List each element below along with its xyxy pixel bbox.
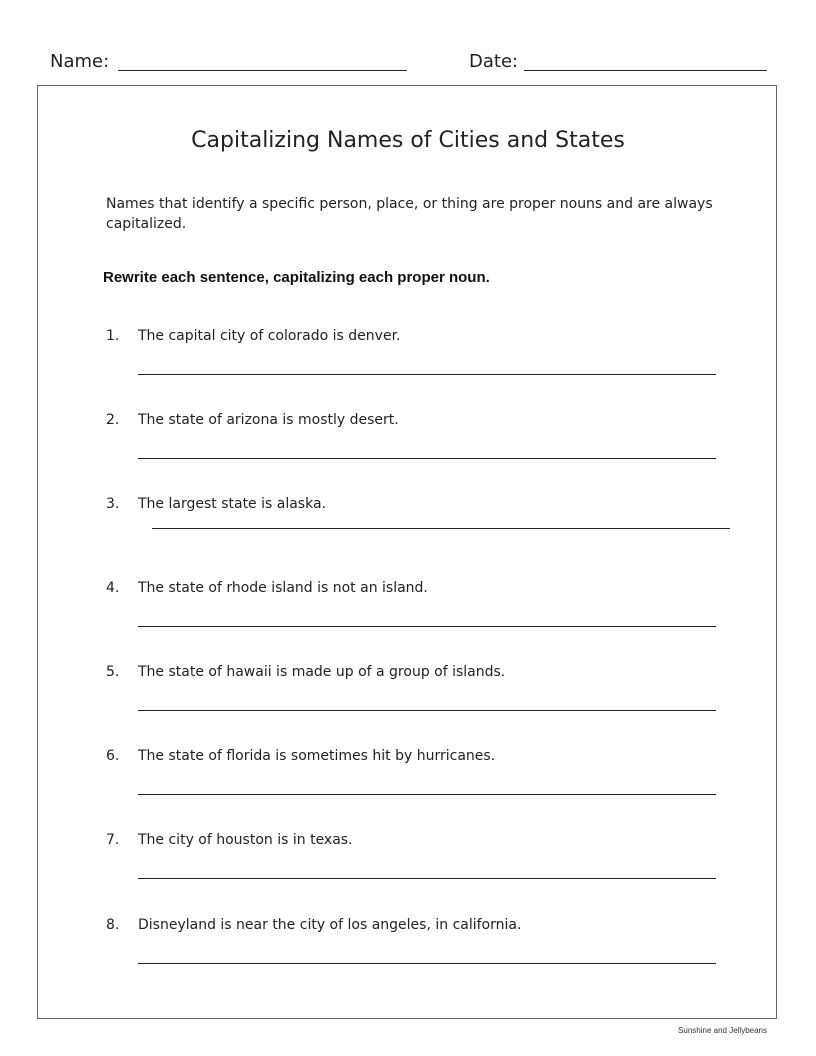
answer-line[interactable] [138,794,716,795]
question-number: 7. [106,832,120,848]
worksheet-title: Capitalizing Names of Cities and States [191,128,625,153]
answer-line[interactable] [138,710,716,711]
name-label: Name: [50,51,110,72]
question-text: The city of houston is in texas. [138,832,353,848]
question-text: Disneyland is near the city of los angeles, in california. [138,917,522,933]
answer-line[interactable] [152,528,730,529]
question-number: 4. [106,580,120,596]
question-number: 6. [106,748,120,764]
question-text: The capital city of colorado is denver. [138,328,401,344]
answer-line[interactable] [138,963,716,964]
question-number: 5. [106,664,120,680]
date-write-line[interactable] [524,70,767,71]
question-text: The state of rhode island is not an island. [138,580,428,596]
question-text: The state of hawaii is made up of a group of islands. [138,664,506,680]
question-number: 3. [106,496,120,512]
question-number: 2. [106,412,120,428]
question-text: The state of arizona is mostly desert. [138,412,399,428]
question-number: 1. [106,328,120,344]
name-write-line[interactable] [118,70,407,71]
answer-line[interactable] [138,374,716,375]
answer-line[interactable] [138,878,716,879]
question-number: 8. [106,917,120,933]
footer-credit: Sunshine and Jellybeans [678,1026,767,1035]
question-text: The largest state is alaska. [138,496,326,512]
question-text: The state of florida is sometimes hit by hurricanes. [138,748,496,764]
instruction-text: Rewrite each sentence, capitalizing each proper noun. [103,269,490,286]
answer-line[interactable] [138,626,716,627]
date-label: Date: [469,51,519,72]
intro-text: Names that identify a specific person, place, or thing are proper nouns and are always capitalized. [106,196,713,232]
answer-line[interactable] [138,458,716,459]
